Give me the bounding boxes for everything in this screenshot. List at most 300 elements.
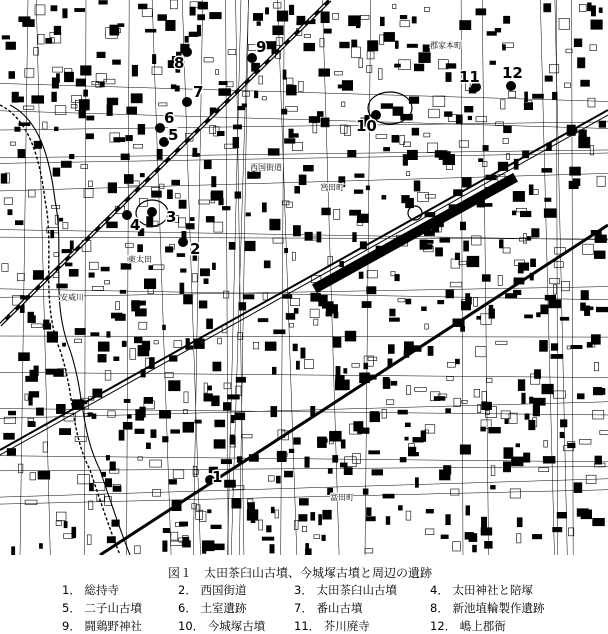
building <box>517 518 522 527</box>
building <box>485 203 492 206</box>
building <box>568 443 576 448</box>
building <box>593 518 605 526</box>
building <box>467 256 479 267</box>
building <box>551 354 563 358</box>
building <box>29 397 33 405</box>
legend-item-7 <box>294 600 362 616</box>
building <box>86 134 94 139</box>
building <box>134 337 142 343</box>
building <box>588 307 593 310</box>
building <box>518 270 523 273</box>
building <box>28 422 35 427</box>
building <box>326 312 332 317</box>
building <box>516 444 520 447</box>
building <box>16 97 24 102</box>
building <box>89 483 93 491</box>
building <box>271 507 274 513</box>
building <box>111 313 122 318</box>
building <box>305 549 311 555</box>
building <box>270 545 274 554</box>
building <box>322 535 326 541</box>
legend-item-name: 土室遺跡 <box>196 601 247 615</box>
building <box>235 413 245 420</box>
place-label: 西国街道 <box>250 163 282 172</box>
building <box>247 510 258 521</box>
building <box>114 357 119 361</box>
building <box>184 295 193 304</box>
building <box>106 455 109 460</box>
building <box>98 354 106 362</box>
building <box>532 534 541 539</box>
legend-item-number: 5． <box>62 601 81 615</box>
building <box>529 185 533 195</box>
building <box>424 245 433 250</box>
building <box>79 110 86 118</box>
legend-item-5 <box>62 600 142 616</box>
building <box>319 515 322 525</box>
building <box>185 36 189 42</box>
building <box>186 224 194 230</box>
legend-item-number: 10． <box>178 619 205 633</box>
building <box>392 135 399 142</box>
building <box>321 12 329 23</box>
building <box>490 61 496 65</box>
building <box>119 430 124 440</box>
building <box>75 8 85 11</box>
building <box>54 26 61 34</box>
building <box>596 307 608 312</box>
building <box>99 1 108 5</box>
building <box>503 462 510 472</box>
building <box>52 92 57 102</box>
building <box>127 107 137 114</box>
building <box>213 362 221 371</box>
building <box>531 259 536 267</box>
building <box>518 380 525 391</box>
building <box>144 279 156 289</box>
legend-item-name: 嶋上郡衙 <box>456 619 506 633</box>
legend-item-name: 新池埴輪製作遺跡 <box>448 601 545 615</box>
building <box>549 300 561 308</box>
building <box>181 269 187 273</box>
building <box>367 508 372 516</box>
legend-item-6 <box>178 600 246 616</box>
building <box>202 543 206 554</box>
building <box>579 137 590 148</box>
building <box>284 471 292 477</box>
building <box>405 423 410 427</box>
building <box>258 319 268 322</box>
building <box>64 521 67 527</box>
building <box>533 398 545 405</box>
legend-item-1 <box>62 582 119 598</box>
site-marker-label-4: 4 <box>130 216 141 234</box>
building <box>481 427 486 431</box>
building <box>231 415 234 423</box>
building <box>349 16 361 26</box>
building <box>120 290 126 293</box>
building <box>569 181 578 189</box>
legend-item-name: 二子山古墳 <box>80 601 142 615</box>
building <box>386 517 390 525</box>
building <box>305 457 310 468</box>
legend-item-number: 7． <box>294 601 313 615</box>
legend-item-name: 太田茶臼山古墳 <box>312 583 397 597</box>
building <box>540 340 548 351</box>
building <box>461 326 465 331</box>
building <box>131 94 142 103</box>
building <box>512 211 516 215</box>
building <box>464 241 469 251</box>
building <box>581 80 590 86</box>
building <box>591 20 603 29</box>
building <box>354 190 363 194</box>
building <box>274 330 286 334</box>
building <box>212 177 216 187</box>
building <box>395 64 401 67</box>
building <box>62 249 72 253</box>
site-marker-label-8: 8 <box>174 54 185 72</box>
building <box>6 42 16 50</box>
building <box>544 4 551 12</box>
building <box>560 420 567 427</box>
building <box>391 381 397 385</box>
legend-item-name: 総持寺 <box>80 583 119 597</box>
building <box>101 267 109 271</box>
place-label: 宮田町 <box>320 183 344 192</box>
site-marker-label-10: 10 <box>356 117 377 135</box>
building <box>12 547 15 555</box>
building <box>542 168 552 172</box>
building <box>389 318 399 322</box>
building <box>158 15 167 21</box>
building <box>123 422 132 429</box>
building <box>195 420 202 423</box>
building <box>599 8 602 13</box>
building <box>289 5 294 15</box>
building <box>51 230 54 238</box>
building <box>469 534 477 542</box>
building <box>190 218 194 221</box>
building <box>39 544 42 549</box>
site-marker-label-6: 6 <box>164 109 175 127</box>
building <box>537 313 541 317</box>
building <box>461 301 470 310</box>
building <box>2 36 10 40</box>
building <box>465 106 474 112</box>
building <box>423 45 430 52</box>
building <box>477 316 481 319</box>
building <box>172 180 180 185</box>
building <box>118 24 124 27</box>
building <box>107 98 118 105</box>
building <box>262 537 274 540</box>
building <box>525 414 529 420</box>
building <box>15 221 23 225</box>
building <box>204 279 208 284</box>
building <box>444 466 451 475</box>
building <box>242 104 246 107</box>
building <box>121 264 131 270</box>
building <box>87 116 94 120</box>
building <box>311 512 315 520</box>
building <box>212 263 215 270</box>
building <box>352 40 357 47</box>
building <box>513 191 525 201</box>
building <box>114 138 125 142</box>
building <box>246 213 251 216</box>
building <box>15 127 21 131</box>
building <box>208 386 212 390</box>
building <box>460 445 470 454</box>
place-label: 東太田 <box>128 255 152 264</box>
site-marker-3 <box>147 207 157 217</box>
building <box>446 73 451 82</box>
building <box>383 377 389 386</box>
building <box>520 211 531 217</box>
building <box>138 4 147 9</box>
building <box>408 452 418 456</box>
building <box>466 506 470 515</box>
building <box>19 353 30 361</box>
building <box>236 377 246 382</box>
building <box>276 476 280 483</box>
building <box>324 29 331 33</box>
building <box>121 154 129 160</box>
building <box>560 317 569 320</box>
building <box>309 117 320 123</box>
building <box>359 272 363 279</box>
building <box>59 218 63 221</box>
building <box>286 85 296 95</box>
building <box>482 402 492 410</box>
building <box>167 190 172 199</box>
building <box>407 44 418 47</box>
building <box>304 43 315 51</box>
building <box>413 437 424 442</box>
building <box>593 387 601 392</box>
building <box>79 100 89 111</box>
building <box>428 346 433 355</box>
building <box>491 485 496 489</box>
building <box>30 370 38 381</box>
building <box>142 341 150 350</box>
building <box>355 174 364 178</box>
building <box>262 203 266 212</box>
building <box>398 506 402 511</box>
building <box>124 175 133 184</box>
legend-item-number: 6． <box>178 601 197 615</box>
building <box>204 160 211 169</box>
building <box>212 396 220 406</box>
site-marker-label-11: 11 <box>459 68 480 86</box>
building <box>511 457 523 466</box>
building <box>18 149 25 157</box>
building <box>591 335 600 345</box>
legend-item-2 <box>178 582 246 598</box>
building <box>222 206 230 210</box>
building <box>151 430 156 438</box>
building <box>105 479 111 487</box>
building <box>382 195 386 199</box>
building <box>69 154 74 159</box>
site-marker-label-9: 9 <box>256 38 267 56</box>
building <box>299 515 307 522</box>
legend-item-number: 3． <box>294 583 313 597</box>
building <box>214 440 225 449</box>
building <box>8 411 15 415</box>
building <box>138 124 145 134</box>
building <box>362 302 371 308</box>
building <box>489 427 501 433</box>
building <box>412 17 416 23</box>
building <box>530 397 534 403</box>
building <box>341 440 345 449</box>
building <box>339 380 349 390</box>
building <box>163 325 166 330</box>
building <box>303 165 313 171</box>
building <box>51 6 57 11</box>
building <box>70 241 73 250</box>
building <box>277 11 288 21</box>
building <box>434 397 445 401</box>
building <box>183 541 191 547</box>
building <box>482 275 490 282</box>
building <box>7 449 16 456</box>
building <box>322 208 331 215</box>
building <box>132 301 140 312</box>
building <box>190 7 195 15</box>
building <box>32 96 44 104</box>
legend-item-number: 9． <box>62 619 81 633</box>
building <box>163 528 170 532</box>
building <box>395 41 398 49</box>
building <box>473 545 477 552</box>
building <box>163 541 167 552</box>
building <box>293 344 297 351</box>
building <box>140 173 144 177</box>
building <box>283 70 286 79</box>
building <box>446 409 451 413</box>
building <box>333 337 341 348</box>
building <box>342 81 353 91</box>
building <box>23 20 35 27</box>
building <box>560 432 564 438</box>
building <box>232 498 241 508</box>
building <box>481 517 486 527</box>
building <box>460 222 465 230</box>
legend-item-number: 8． <box>430 601 449 615</box>
building <box>294 438 301 445</box>
building <box>254 91 258 98</box>
building <box>235 192 241 199</box>
site-marker-label-12: 12 <box>502 64 523 82</box>
building <box>294 308 298 313</box>
building <box>581 291 589 300</box>
building <box>267 526 272 532</box>
place-label: 富田町 <box>330 493 354 502</box>
building <box>253 13 262 20</box>
building <box>171 430 180 434</box>
building <box>499 240 503 248</box>
building <box>34 141 42 148</box>
building <box>230 435 235 444</box>
building <box>384 147 390 151</box>
building <box>72 527 76 538</box>
building <box>273 26 284 35</box>
building <box>144 397 153 403</box>
building <box>146 443 150 449</box>
building <box>91 333 99 336</box>
building <box>400 15 407 18</box>
building <box>286 313 295 319</box>
building <box>505 294 516 299</box>
building <box>221 460 231 464</box>
building <box>419 53 431 63</box>
building <box>395 274 400 280</box>
building <box>200 269 209 276</box>
building <box>587 3 591 11</box>
legend-item-name: 闘鶏野神社 <box>80 619 142 633</box>
building <box>372 470 383 476</box>
building <box>481 528 492 536</box>
building <box>577 509 588 517</box>
building <box>366 517 375 521</box>
building <box>369 451 380 454</box>
building <box>28 312 34 317</box>
building <box>239 303 246 311</box>
building <box>426 509 433 513</box>
building <box>126 135 133 140</box>
site-marker-2 <box>178 237 188 247</box>
building <box>138 245 143 252</box>
building <box>428 240 433 243</box>
building <box>390 309 396 316</box>
building <box>169 480 177 485</box>
building <box>264 261 270 268</box>
building <box>132 65 137 76</box>
building <box>414 181 420 191</box>
building <box>398 410 408 414</box>
building <box>317 439 327 443</box>
building <box>504 126 512 133</box>
legend-item-9 <box>62 618 142 634</box>
building <box>319 295 328 306</box>
building <box>358 428 370 434</box>
building <box>299 175 306 185</box>
building <box>422 307 427 311</box>
building <box>59 429 70 435</box>
legend-item-11 <box>294 618 370 634</box>
building <box>9 72 15 79</box>
building <box>207 319 213 329</box>
building <box>412 128 419 135</box>
building <box>594 251 605 259</box>
building <box>69 269 78 276</box>
building <box>33 271 43 280</box>
building <box>541 305 549 314</box>
legend-item-3 <box>294 582 397 598</box>
building <box>524 103 533 110</box>
building <box>591 6 595 16</box>
building <box>169 381 181 391</box>
building <box>296 361 299 369</box>
building <box>214 544 224 550</box>
building <box>76 79 86 86</box>
building <box>295 186 300 193</box>
building <box>462 178 471 188</box>
site-marker-12 <box>506 81 516 91</box>
